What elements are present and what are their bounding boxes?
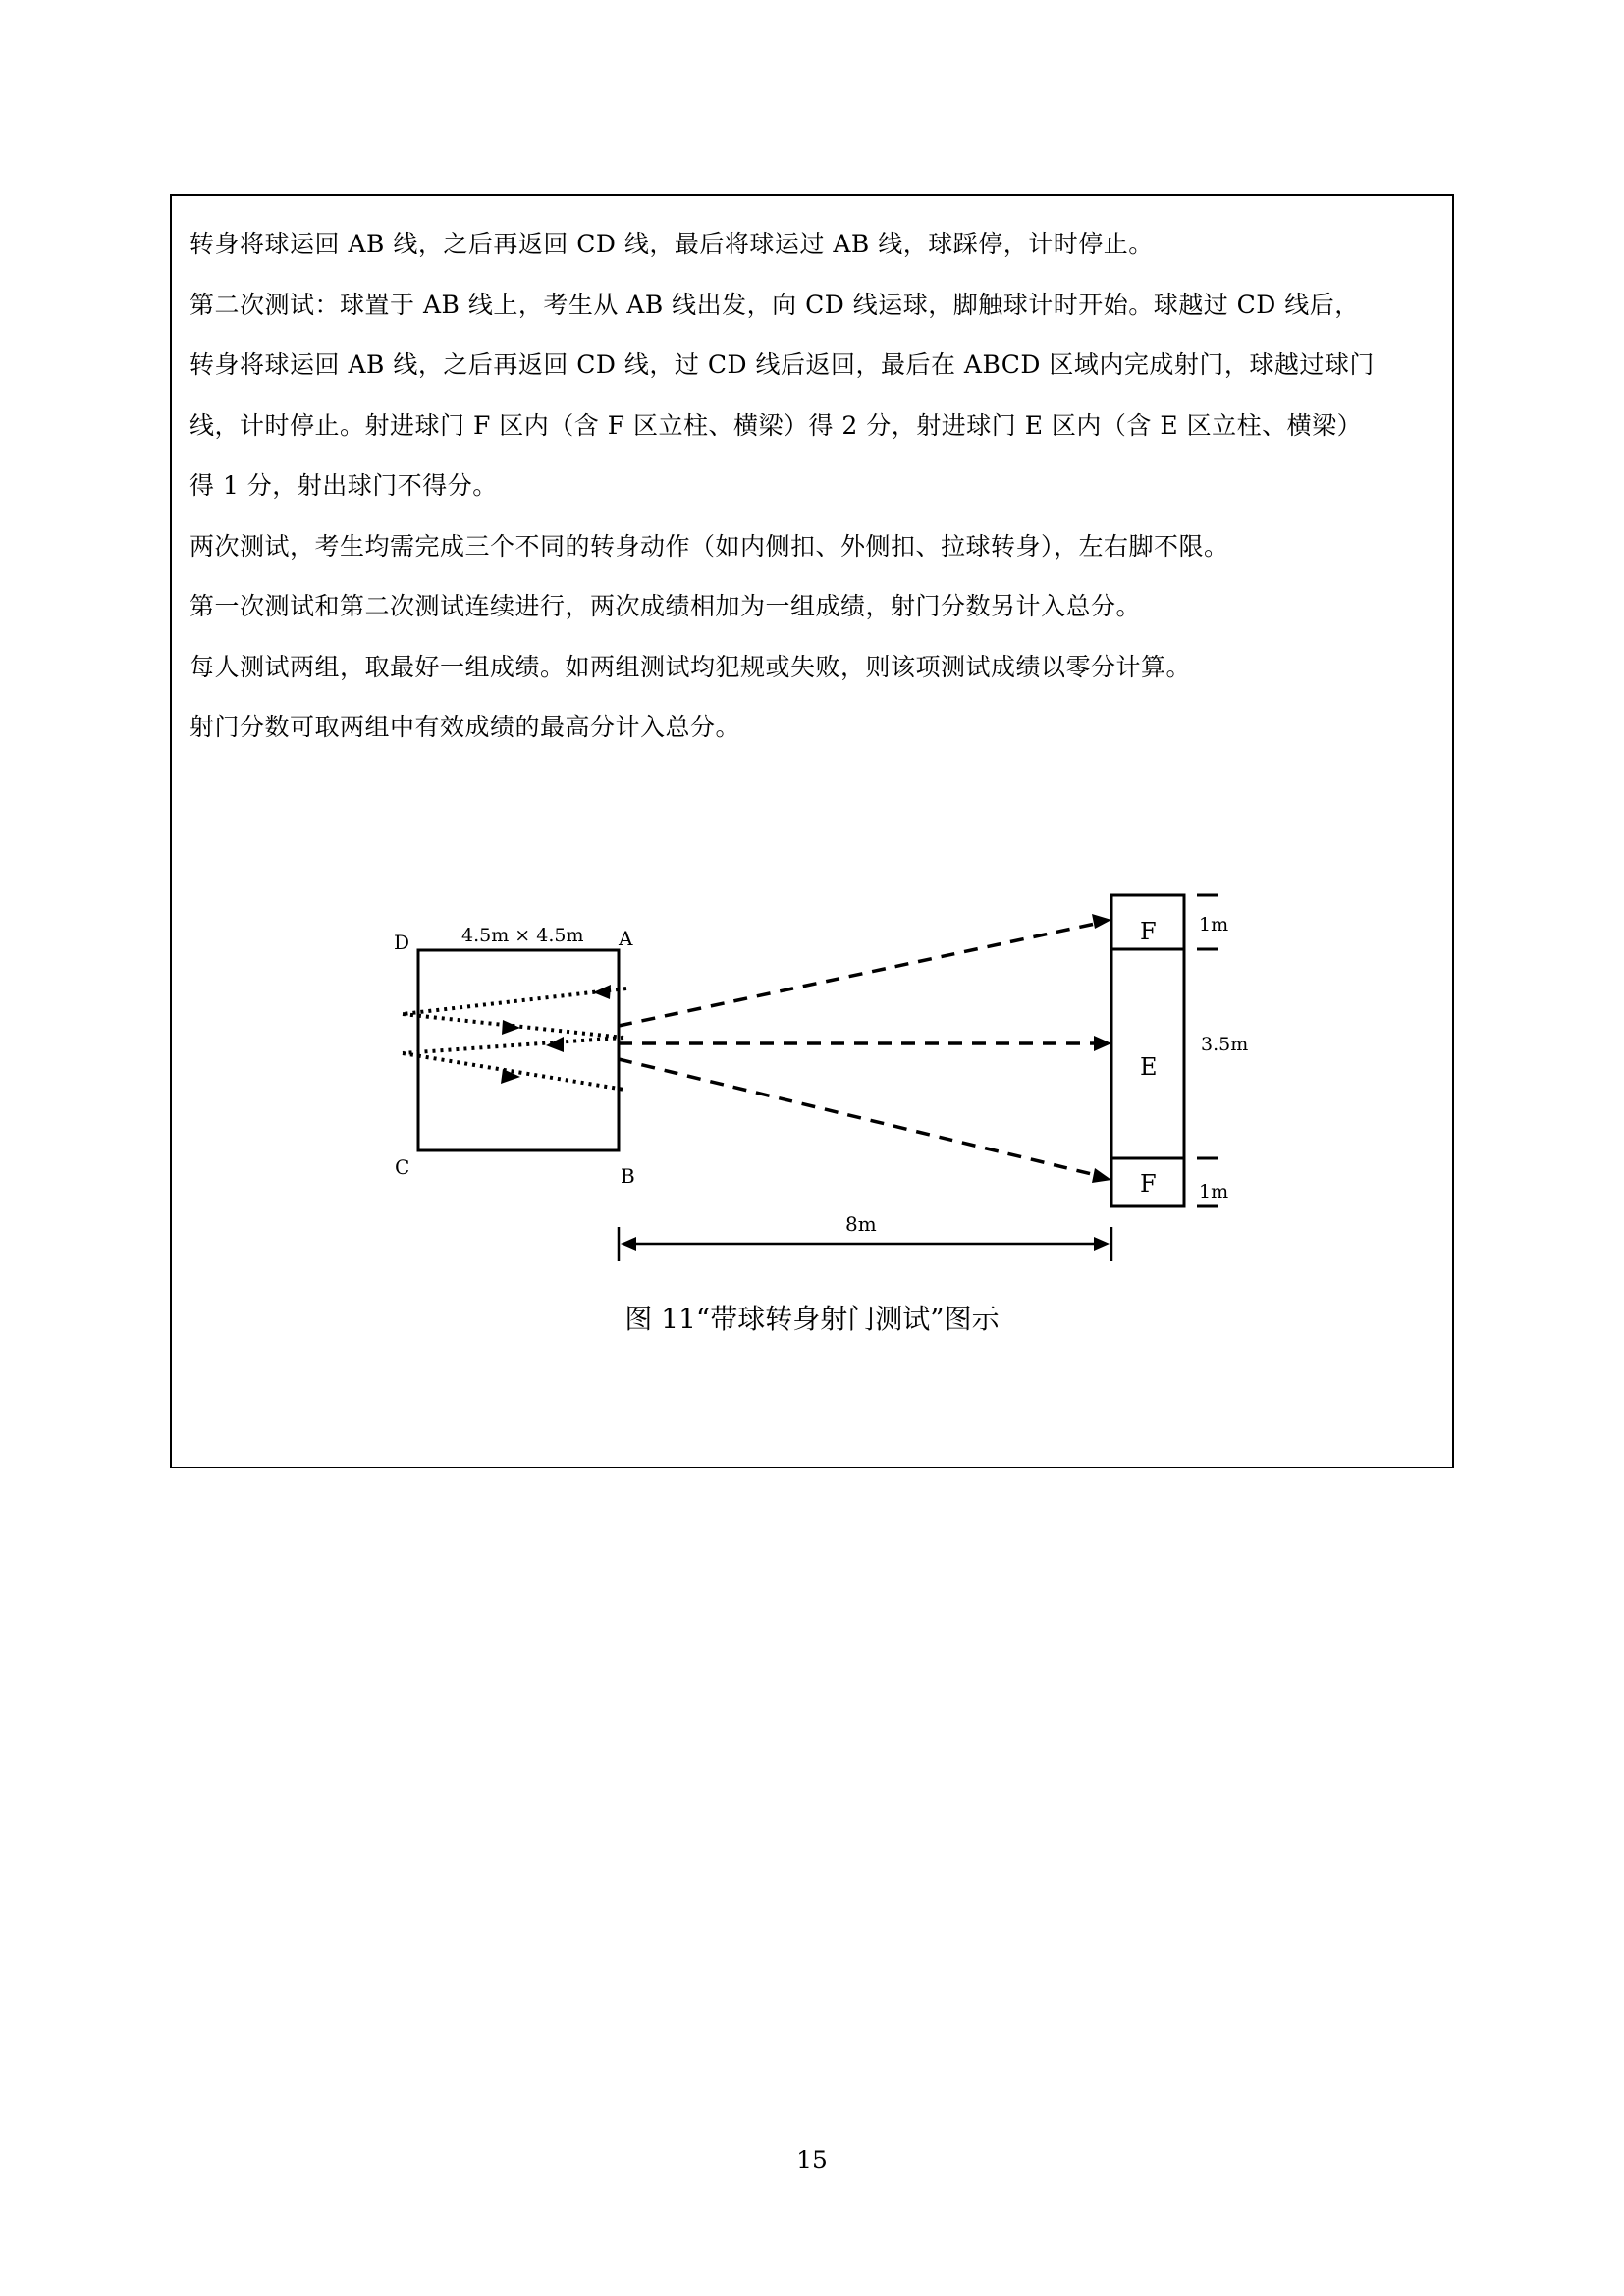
shot-arrowheads [1092, 914, 1111, 1183]
arrowhead [1094, 1237, 1110, 1251]
arrowhead [621, 1237, 636, 1251]
dribble-path [403, 988, 626, 1014]
page-number: 15 [796, 2146, 828, 2174]
arrowhead [1094, 1036, 1111, 1051]
dribble-arrowheads [501, 985, 611, 1084]
goal-zone-bottom-label: F [1140, 1170, 1157, 1198]
dribble-path [403, 1038, 623, 1053]
paragraph: 第一次测试和第二次测试连续进行，两次成绩相加为一组成绩，射门分数另计入总分。 [189, 592, 1142, 620]
arrowhead [593, 985, 611, 999]
paragraph: 射门分数可取两组中有效成绩的最高分计入总分。 [189, 713, 741, 741]
paragraph: 每人测试两组，取最好一组成绩。如两组测试均犯规或失败，则该项测试成绩以零分计算。 [189, 652, 1192, 681]
dribble-path [403, 1053, 624, 1090]
shot-lines [619, 923, 1100, 1176]
paragraph: 两次测试，考生均需完成三个不同的转身动作（如内侧扣、外侧扣、拉球转身），左右脚不限。 [189, 531, 1229, 561]
paragraph: 线，计时停止。射进球门 F 区内（含 F 区立柱、横梁）得 2 分，射进球门 E 区内（含 E 区立柱、横梁） [189, 410, 1363, 440]
bottom-zone-width-label: 1m [1199, 1181, 1229, 1202]
shot-line-bottom [619, 1059, 1100, 1176]
figure-caption: 图 11“带球转身射门测试”图示 [624, 1303, 1000, 1335]
paragraph: 转身将球运回 AB 线，之后再返回 CD 线，过 CD 线后返回，最后在 ABCD 区域内完成射门，球越过球门 [189, 350, 1375, 379]
paragraph: 第二次测试：球置于 AB 线上，考生从 AB 线出发，向 CD 线运球，脚触球计时开始。球越过 CD 线后， [189, 290, 1360, 319]
goal-zone-top-label: F [1140, 918, 1157, 945]
corner-a-label: A [619, 927, 633, 950]
top-zone-width-label: 1m [1199, 914, 1229, 935]
arrowhead [502, 1020, 520, 1035]
paragraph: 得 1 分，射出球门不得分。 [189, 471, 498, 500]
corner-c-label: C [395, 1155, 410, 1179]
middle-zone-width-label: 3.5m [1201, 1034, 1249, 1055]
arrowhead [1092, 1168, 1111, 1183]
test-diagram [373, 874, 1257, 1266]
arrowhead [501, 1069, 520, 1084]
shot-line-top [619, 923, 1100, 1026]
arrowhead [546, 1037, 564, 1052]
rules-text [189, 214, 1441, 758]
goal-zone-middle-label: E [1140, 1053, 1158, 1081]
corner-b-label: B [621, 1164, 635, 1188]
corner-d-label: D [394, 931, 410, 954]
paragraph: 转身将球运回 AB 线，之后再返回 CD 线，最后将球运过 AB 线，球踩停，计时停止。 [189, 230, 1154, 258]
distance-label: 8m [845, 1212, 877, 1236]
arrowhead [1092, 914, 1111, 929]
square-size-label: 4.5m × 4.5m [461, 925, 584, 946]
